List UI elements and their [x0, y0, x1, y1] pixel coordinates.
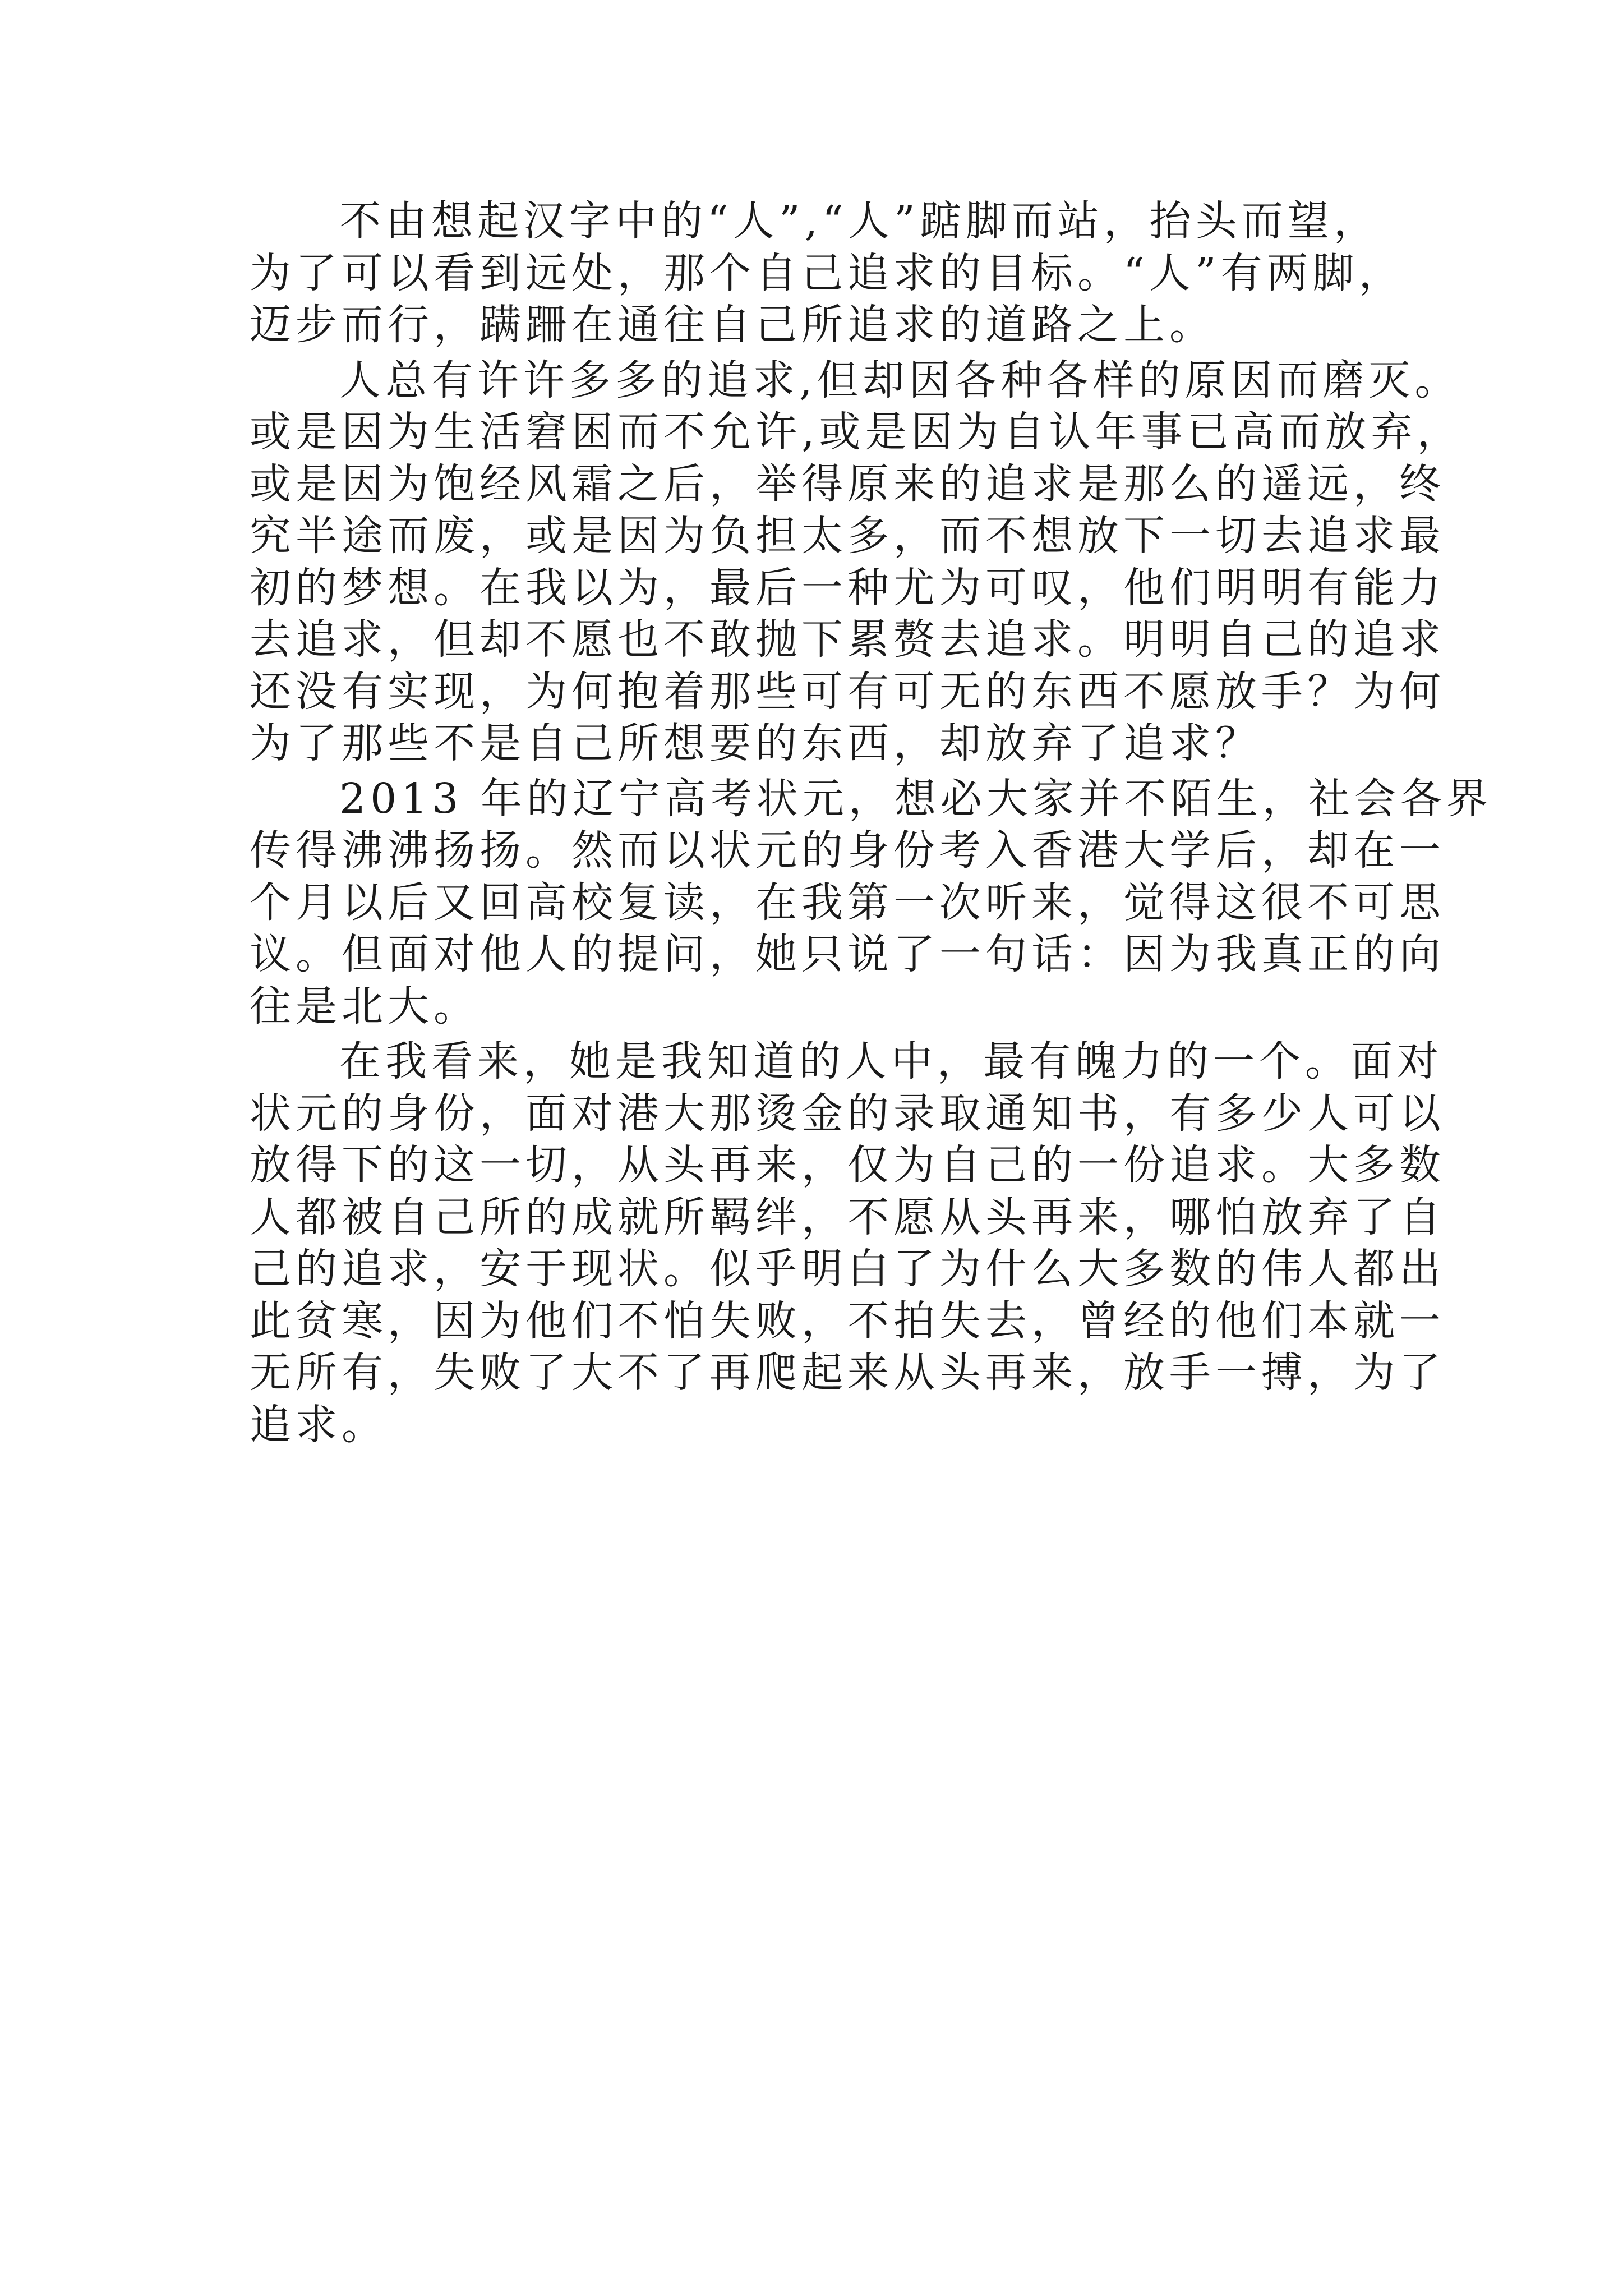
paragraph-line: 人总有许许多多的追求,但却因各种各样的原因而磨灭。	[339, 356, 1461, 404]
paragraph-line: 传得沸沸扬扬。然而以状元的身份考入香港大学后，却在一	[250, 826, 1445, 875]
paragraph-2	[250, 355, 1463, 770]
paragraph-line: 放得下的这一切，从头再来，仅为自己的一份追求。大多数	[250, 1141, 1445, 1189]
paragraph-4	[250, 1036, 1445, 1451]
paragraph-line: 往是北大。	[250, 982, 479, 1030]
paragraph-1	[250, 195, 1405, 351]
essay-body	[250, 195, 1492, 1451]
paragraph-line: 无所有，失败了大不了再爬起来从头再来，放手一搏，为了	[250, 1349, 1445, 1397]
paragraph-line: 在我看来，她是我知道的人中，最有魄力的一个。面对	[339, 1037, 1443, 1085]
paragraph-line: 人都被自己所的成就所羁绊，不愿从头再来，哪怕放弃了自	[250, 1193, 1445, 1241]
paragraph-line: 究半途而废，或是因为负担太多，而不想放下一切去追求最	[250, 512, 1445, 560]
paragraph-line: 2013 年的辽宁高考状元，想必大家并不陌生，社会各界	[339, 774, 1492, 823]
paragraph-line: 己的追求，安于现状。似乎明白了为什么大多数的伟人都出	[250, 1245, 1445, 1293]
paragraph-line: 为了那些不是自己所想要的东西，却放弃了追求？	[250, 719, 1261, 767]
paragraph-line: 追求。	[250, 1400, 388, 1449]
paragraph-line: 或是因为饱经风霜之后，举得原来的追求是那么的遥远，终	[250, 459, 1445, 508]
paragraph-line: 还没有实现，为何抱着那些可有可无的东西不愿放手？为何	[250, 667, 1445, 716]
paragraph-3	[250, 773, 1492, 1033]
paragraph-line: 去追求，但却不愿也不敢抛下累赘去追求。明明自己的追求	[250, 615, 1445, 664]
paragraph-line: 此贫寒，因为他们不怕失败，不拍失去，曾经的他们本就一	[250, 1296, 1445, 1345]
paragraph-line: 为了可以看到远处，那个自己追求的目标。“人”有两脚，	[250, 249, 1405, 297]
paragraph-line: 个月以后又回高校复读，在我第一次听来，觉得这很不可思	[250, 878, 1445, 927]
paragraph-line: 迈步而行，蹒跚在通往自己所追求的道路之上。	[250, 301, 1215, 349]
paragraph-line: 状元的身份，面对港大那烫金的录取通知书，有多少人可以	[250, 1089, 1445, 1138]
paragraph-line: 初的梦想。在我以为，最后一种尤为可叹，他们明明有能力	[250, 563, 1445, 612]
paragraph-line: 或是因为生活窘困而不允许,或是因为自认年事已高而放弃，	[250, 408, 1463, 456]
paragraph-line: 不由想起汉字中的“人”,“人”踮脚而站，抬头而望，	[339, 197, 1380, 245]
paragraph-line: 议。但面对他人的提问，她只说了一句话：因为我真正的向	[250, 930, 1445, 978]
